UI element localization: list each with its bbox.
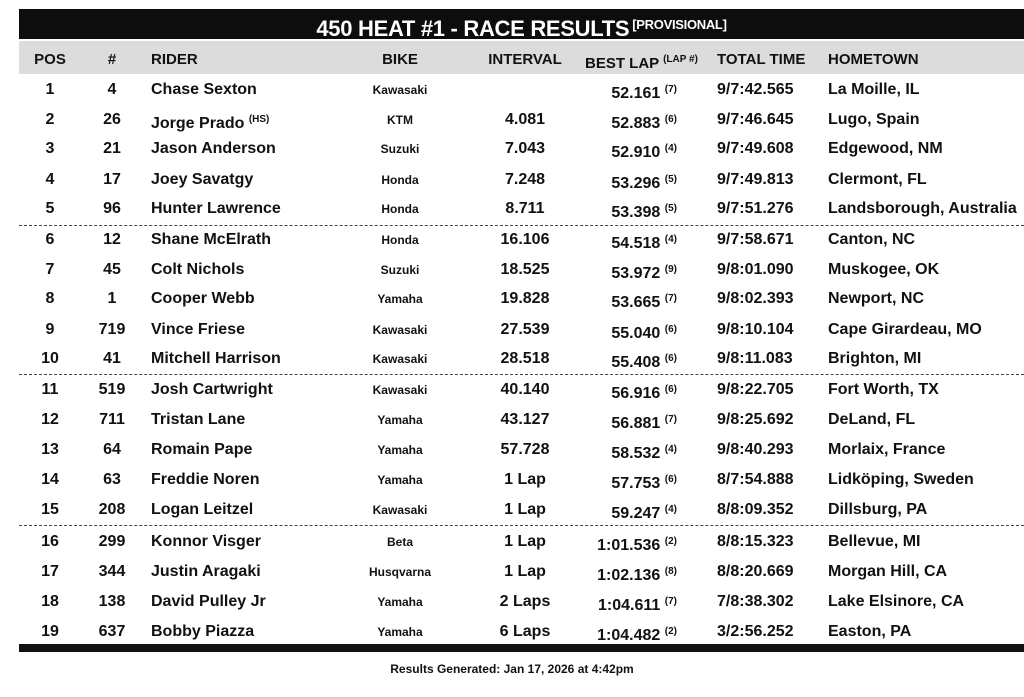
header-best-lap-label: BEST LAP	[585, 55, 659, 72]
header-hometown: HOMETOWN	[828, 51, 919, 68]
row-interval: 27.539	[500, 321, 550, 338]
row-rider	[151, 435, 252, 465]
row-bike: Suzuki	[380, 263, 420, 277]
row-rider	[151, 194, 281, 224]
row-hometown: Fort Worth, TX	[828, 381, 939, 398]
row-rider-name: Tristan Lane	[151, 411, 246, 428]
row-best-lap-number: (6)	[664, 353, 677, 364]
header-total-time: TOTAL TIME	[717, 51, 806, 68]
row-rider	[151, 75, 257, 105]
header-number: #	[107, 51, 117, 68]
row-best-lap-number: (2)	[664, 536, 677, 547]
row-hometown: Landsborough, Australia	[828, 200, 1017, 217]
row-total-time: 3/2:56.252	[717, 623, 794, 640]
row-rider	[151, 495, 253, 525]
row-best-lap-number: (6)	[664, 114, 677, 125]
row-position: 7	[45, 261, 55, 278]
row-total-time: 9/7:42.565	[717, 81, 794, 98]
row-rider	[151, 527, 261, 557]
table-row	[19, 527, 1024, 557]
row-hometown: Canton, NC	[828, 231, 916, 248]
row-position: 8	[45, 290, 55, 307]
row-hometown: Bellevue, MI	[828, 533, 921, 550]
row-interval: 57.728	[500, 441, 550, 458]
row-bike-number: 12	[103, 231, 121, 248]
row-best-lap-number: (7)	[664, 414, 677, 425]
row-best-lap	[574, 344, 678, 378]
row-rider-name: Hunter Lawrence	[151, 200, 281, 217]
provisional-tag: [PROVISIONAL]	[632, 17, 727, 32]
row-rider	[151, 375, 273, 405]
row-bike-number: 637	[98, 623, 126, 640]
row-hometown: Morlaix, France	[828, 441, 946, 458]
row-best-lap-number: (5)	[664, 174, 677, 185]
table-row	[19, 344, 1024, 374]
row-bike-number: 21	[103, 140, 121, 157]
row-hometown: Lake Elsinore, CA	[828, 593, 965, 610]
row-interval: 16.106	[500, 231, 550, 248]
row-bike: Honda	[381, 233, 419, 247]
row-rider-name: Josh Cartwright	[151, 381, 273, 398]
row-bike-number: 1	[107, 290, 117, 307]
row-best-lap-time: 53.398	[611, 204, 661, 221]
row-position: 9	[45, 321, 55, 338]
header-bike: BIKE	[382, 51, 418, 68]
row-best-lap-number: (8)	[664, 566, 677, 577]
row-bike: Suzuki	[380, 142, 420, 156]
row-position: 11	[41, 381, 59, 398]
row-rider	[151, 255, 244, 285]
row-total-time: 8/8:15.323	[717, 533, 794, 550]
row-rider-name: David Pulley Jr	[151, 593, 266, 610]
row-total-time: 8/7:54.888	[717, 471, 794, 488]
row-position: 6	[45, 231, 55, 248]
row-best-lap-number: (4)	[664, 444, 677, 455]
row-interval: 1 Lap	[504, 533, 546, 550]
row-rider-name: Logan Leitzel	[151, 501, 254, 518]
row-bike-number: 299	[98, 533, 126, 550]
row-rider	[151, 165, 253, 195]
table-row	[19, 255, 1024, 285]
row-position: 17	[41, 563, 59, 580]
row-bike-number: 711	[99, 411, 125, 428]
row-total-time: 9/8:02.393	[717, 290, 794, 307]
row-best-lap-time: 52.883	[611, 115, 661, 132]
row-hometown: La Moille, IL	[828, 81, 920, 98]
row-rider-name: Chase Sexton	[151, 81, 257, 98]
table-row	[19, 435, 1024, 465]
table-row	[19, 617, 1024, 647]
row-position: 4	[45, 171, 55, 188]
row-bike: Yamaha	[377, 292, 423, 306]
header-lap-number: (LAP #)	[663, 54, 698, 65]
row-best-lap	[574, 134, 678, 168]
row-best-lap-time: 56.881	[611, 415, 661, 432]
row-rider-name: Jorge Prado	[151, 115, 245, 132]
row-best-lap-time: 55.408	[611, 354, 661, 371]
row-position: 13	[41, 441, 59, 458]
row-position: 18	[41, 593, 59, 610]
row-hometown: Lugo, Spain	[828, 111, 920, 128]
table-row	[19, 105, 1024, 135]
table-row	[19, 587, 1024, 617]
row-best-lap-time: 59.247	[611, 505, 661, 522]
row-best-lap-number: (4)	[664, 504, 677, 515]
row-rider	[151, 405, 245, 435]
row-rider	[151, 557, 261, 587]
row-interval: 4.081	[504, 111, 546, 128]
row-rider	[151, 617, 254, 647]
row-best-lap-time: 1:01.536	[597, 537, 661, 554]
row-bike: Kawasaki	[372, 352, 428, 366]
row-best-lap	[574, 465, 678, 499]
row-bike-number: 96	[103, 200, 121, 217]
row-best-lap	[574, 405, 678, 439]
row-best-lap-number: (7)	[664, 84, 677, 95]
row-bike-number: 344	[98, 563, 126, 580]
row-total-time: 9/7:49.608	[717, 140, 794, 157]
results-title: 450 HEAT #1 - RACE RESULTS	[316, 16, 630, 41]
row-best-lap	[574, 284, 678, 318]
row-best-lap-number: (9)	[664, 264, 677, 275]
table-row	[19, 375, 1024, 405]
row-best-lap-time: 1:04.611	[598, 597, 661, 614]
row-rider-name: Shane McElrath	[151, 231, 272, 248]
row-interval: 18.525	[500, 261, 550, 278]
row-best-lap-time: 52.161	[611, 85, 661, 102]
row-total-time: 9/7:46.645	[717, 111, 794, 128]
row-total-time: 7/8:38.302	[717, 593, 794, 610]
row-total-time: 9/7:58.671	[717, 231, 794, 248]
table-row	[19, 557, 1024, 587]
table-row	[19, 134, 1024, 164]
results-title-bar	[19, 9, 1024, 39]
row-rider-name: Colt Nichols	[151, 261, 245, 278]
row-interval: 1 Lap	[504, 471, 546, 488]
row-hometown: Lidköping, Sweden	[828, 471, 974, 488]
row-position: 12	[41, 411, 59, 428]
row-bike-number: 64	[103, 441, 121, 458]
row-bike: Beta	[386, 535, 413, 549]
table-row	[19, 194, 1024, 224]
row-bike-number: 45	[103, 261, 121, 278]
row-total-time: 8/8:20.669	[717, 563, 794, 580]
row-rider-name: Mitchell Harrison	[151, 350, 281, 367]
row-hometown: Cape Girardeau, MO	[828, 321, 982, 338]
table-row	[19, 225, 1024, 255]
row-bike: Yamaha	[377, 595, 423, 609]
row-interval: 7.043	[504, 140, 546, 157]
table-row	[19, 465, 1024, 495]
row-hometown: Brighton, MI	[828, 350, 922, 367]
row-bike-number: 4	[107, 81, 117, 98]
row-best-lap-time: 1:04.482	[597, 627, 661, 644]
row-interval: 43.127	[500, 411, 550, 428]
row-bike: Yamaha	[377, 625, 423, 639]
row-best-lap	[574, 75, 678, 109]
row-hometown: DeLand, FL	[828, 411, 916, 428]
table-row	[19, 405, 1024, 435]
row-best-lap-time: 52.910	[611, 144, 661, 161]
row-best-lap-time: 58.532	[611, 445, 661, 462]
row-total-time: 9/8:01.090	[717, 261, 794, 278]
group-separator	[19, 225, 1024, 226]
row-best-lap-time: 53.665	[611, 294, 661, 311]
row-bike: Kawasaki	[372, 323, 428, 337]
row-best-lap-time: 54.518	[611, 235, 661, 252]
table-row	[19, 284, 1024, 314]
column-header-row	[19, 41, 1024, 74]
table-row	[19, 315, 1024, 345]
row-bike: Yamaha	[377, 473, 423, 487]
row-rider-name: Romain Pape	[151, 441, 253, 458]
row-interval: 19.828	[500, 290, 550, 307]
row-best-lap	[574, 527, 678, 561]
row-position: 10	[41, 350, 59, 367]
row-rider-name: Konnor Visger	[151, 533, 261, 550]
row-interval: 40.140	[500, 381, 550, 398]
row-bike-number: 138	[98, 593, 126, 610]
row-rider	[151, 465, 259, 495]
row-best-lap-number: (2)	[664, 626, 677, 637]
row-bike: Honda	[381, 202, 419, 216]
row-position: 16	[41, 533, 59, 550]
row-total-time: 9/8:10.104	[717, 321, 794, 338]
row-hometown: Edgewood, NM	[828, 140, 943, 157]
header-interval: INTERVAL	[488, 51, 562, 68]
header-pos: POS	[34, 51, 66, 68]
header-rider: RIDER	[151, 51, 198, 68]
row-best-lap-number: (4)	[664, 143, 677, 154]
row-position: 3	[45, 140, 55, 157]
row-hometown: Dillsburg, PA	[828, 501, 928, 518]
row-interval: 1 Lap	[504, 563, 546, 580]
row-total-time: 9/7:51.276	[717, 200, 794, 217]
row-best-lap	[574, 495, 678, 529]
results-generated-note: Results Generated: Jan 17, 2026 at 4:42pm	[390, 662, 634, 676]
row-rider-name: Freddie Noren	[151, 471, 260, 488]
row-position: 5	[45, 200, 55, 217]
row-interval: 8.711	[505, 200, 545, 217]
row-total-time: 9/7:49.813	[717, 171, 794, 188]
row-best-lap-time: 57.753	[611, 475, 661, 492]
row-total-time: 9/8:11.083	[717, 350, 793, 367]
row-best-lap-time: 56.916	[611, 385, 661, 402]
row-best-lap-time: 55.040	[611, 325, 661, 342]
row-rider	[151, 587, 266, 617]
row-bike-number: 719	[98, 321, 126, 338]
row-best-lap-number: (7)	[664, 596, 677, 607]
row-total-time: 8/8:09.352	[717, 501, 794, 518]
row-bike: Husqvarna	[368, 565, 432, 579]
row-rider	[151, 134, 276, 164]
table-row	[19, 75, 1024, 105]
table-row	[19, 165, 1024, 195]
row-hometown: Morgan Hill, CA	[828, 563, 948, 580]
row-hometown: Easton, PA	[828, 623, 912, 640]
row-bike-number: 26	[103, 111, 121, 128]
row-rider-name: Cooper Webb	[151, 290, 255, 307]
row-best-lap	[574, 194, 678, 228]
row-rider	[151, 284, 255, 314]
row-best-lap-number: (5)	[664, 203, 677, 214]
row-best-lap-number: (6)	[664, 324, 677, 335]
row-rider	[151, 315, 245, 345]
row-bike: Kawasaki	[372, 503, 428, 517]
row-total-time: 9/8:40.293	[717, 441, 794, 458]
row-bike: KTM	[387, 113, 413, 127]
row-rider	[151, 344, 281, 374]
row-bike-number: 63	[103, 471, 121, 488]
row-best-lap	[574, 375, 678, 409]
row-interval: 7.248	[504, 171, 546, 188]
row-best-lap-time: 53.972	[611, 265, 661, 282]
row-bike-number: 208	[98, 501, 126, 518]
row-best-lap-number: (6)	[664, 384, 677, 395]
row-rider-note: (HS)	[248, 114, 270, 125]
row-rider-name: Joey Savatgy	[151, 171, 254, 188]
row-best-lap-number: (4)	[664, 234, 677, 245]
row-bike: Kawasaki	[372, 83, 428, 97]
group-separator	[19, 525, 1024, 526]
row-position: 2	[45, 111, 55, 128]
row-hometown: Clermont, FL	[828, 171, 927, 188]
table-row	[19, 495, 1024, 525]
row-best-lap	[574, 587, 678, 621]
row-rider-name: Bobby Piazza	[151, 623, 255, 640]
row-best-lap-time: 1:02.136	[597, 567, 661, 584]
row-hometown: Muskogee, OK	[828, 261, 940, 278]
row-position: 19	[41, 623, 59, 640]
row-interval: 6 Laps	[499, 623, 551, 640]
row-position: 14	[41, 471, 59, 488]
row-position: 15	[41, 501, 59, 518]
row-rider-name: Jason Anderson	[151, 140, 276, 157]
row-total-time: 9/8:25.692	[717, 411, 794, 428]
row-bike: Honda	[381, 173, 419, 187]
row-total-time: 9/8:22.705	[717, 381, 794, 398]
row-position: 1	[45, 81, 55, 98]
row-interval: 1 Lap	[504, 501, 546, 518]
row-rider-name: Justin Aragaki	[151, 563, 261, 580]
row-interval: 28.518	[500, 350, 550, 367]
bottom-rule	[19, 644, 1024, 652]
row-best-lap-number: (6)	[664, 474, 677, 485]
row-best-lap	[574, 557, 678, 591]
row-bike: Kawasaki	[372, 383, 428, 397]
row-interval: 2 Laps	[499, 593, 551, 610]
row-best-lap-time: 53.296	[611, 175, 661, 192]
row-rider-name: Vince Friese	[151, 321, 245, 338]
row-rider	[151, 225, 271, 255]
row-best-lap	[574, 225, 678, 259]
row-bike: Yamaha	[377, 413, 423, 427]
group-separator	[19, 374, 1024, 375]
row-bike-number: 519	[98, 381, 126, 398]
row-bike: Yamaha	[377, 443, 423, 457]
row-best-lap-number: (7)	[664, 293, 677, 304]
row-best-lap	[574, 435, 678, 469]
row-bike-number: 41	[103, 350, 121, 367]
row-bike-number: 17	[103, 171, 121, 188]
row-hometown: Newport, NC	[828, 290, 924, 307]
